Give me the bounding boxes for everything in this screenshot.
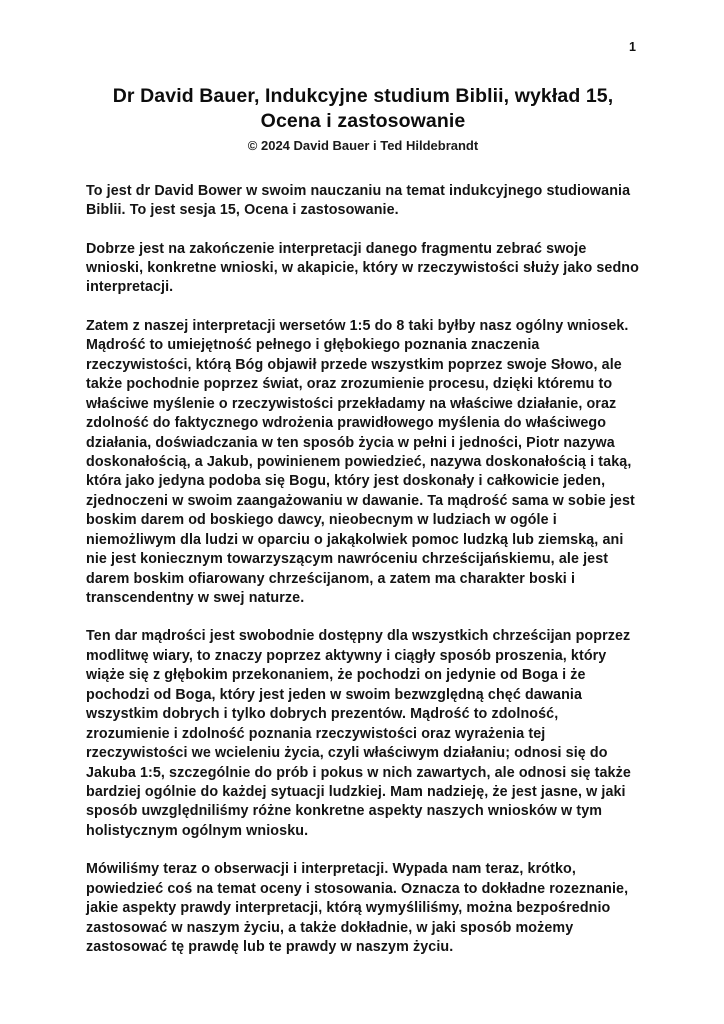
page-number: 1: [629, 40, 636, 54]
paragraph-gift-of-wisdom: Ten dar mądrości jest swobodnie dostępny dla wszystkich chrześcijan poprzez modlitwę wiary, to znaczy poprzez aktywny i ciągły sposób proszenia, który wiąże się z głębokim przekonaniem, że pochodzi on jedynie od Boga i że pochodzi od Boga, który jest jeden w swoim bezwzględną chęć dawania wszystkim dobrych i tylko dobrych prezentów. Mądrość to zdolność, zrozumienie i zdolność poznania rzeczywistości oraz wyrażenia tej rzeczywistości we wcieleniu życia, czyli właściwym działaniu; odnosi się do Jakuba 1:5, szczególnie do prób i pokus w nich zawartych, ale odnosi się także bardziej ogólnie do każdej sytuacji ludzkiej. Mam nadzieję, że jest jasne, w jaki sposób uwzględniliśmy różne konkretne aspekty naszych wniosków w tym holistycznym ogólnym wniosku.: [86, 628, 631, 839]
paragraph-conclusions-note: Dobrze jest na zakończenie interpretacji danego fragmentu zebrać swoje wnioski, konkretne wnioski, w akapicie, który w rzeczywistości służy jako sedno interpretacji.: [86, 240, 639, 296]
copyright-line: © 2024 David Bauer i Ted Hildebrandt: [247, 137, 479, 153]
document-title-line-2: Ocena i zastosowanie: [260, 110, 466, 133]
paragraph-intro: To jest dr David Bower w swoim nauczaniu na temat indukcyjnego studiowania Biblii. To jest sesja 15, Ocena i zastosowanie.: [86, 182, 631, 219]
document-title: [86, 84, 640, 135]
document-body: [86, 182, 640, 958]
paragraph-general-conclusion: Zatem z naszej interpretacji wersetów 1:5 do 8 taki byłby nasz ogólny wniosek. Mądrość to umiejętność pełnego i głębokiego poznania znaczenia rzeczywistości, którą Bóg objawił przede wszystkim poprzez swoje Słowo, ale także pochodnie poprzez świat, oraz zrozumienie procesu, dzięki któremu to właściwe myślenie o rzeczywistości przekładamy na właściwe działanie, oraz zdolność do faktycznego wdrożenia prawidłowego myślenia do właściwego działania, doświadczania w ten sposób życia w pełni i jedności, Piotr nazywa doskonałością, a Jakub, powinienem powiedzieć, nazywa doskonałością i taką, która jako jedyna podoba się Bogu, który jest doskonały i całkowicie jeden, zjednoczeni w swoim zaangażowaniu w dawanie. Ta mądrość sama w sobie jest boskim darem od boskiego dawcy, nieobecnym w ludziach w ogóle i niemożliwym dla ludzi w oparciu o jakąkolwiek pomoc ludzką lub ziemską, ani nie jest koniecznym towarzyszącym nawróceniu chrześcijańskiemu, ale jest darem boskim ofiarowany chrześcijanom, a zatem ma charakter boski i transcendentny w swej naturze.: [86, 317, 635, 606]
paragraph-evaluation-application: Mówiliśmy teraz o obserwacji i interpretacji. Wypada nam teraz, krótko, powiedzieć coś na temat oceny i stosowania. Oznacza to dokładne rozeznanie, jakie aspekty prawdy interpretacji, którą wymyśliliśmy, można bezpośrednio zastosować w naszym życiu, a także dokładnie, w jaki sposób możemy zastosować tę prawdę lub te prawdy w naszym życiu.: [86, 861, 629, 955]
document-title-line-1: Dr David Bauer, Indukcyjne studium Biblii, wykład 15,: [112, 85, 614, 107]
